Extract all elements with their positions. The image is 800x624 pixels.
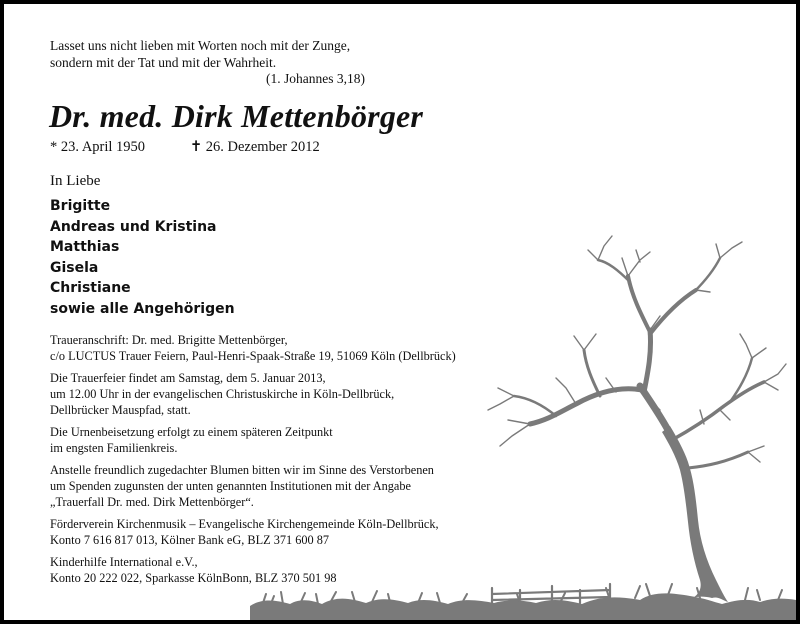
- donation-line-1: Anstelle freundlich zugedachter Blumen bitten wir im Sinne des Verstorbenen: [50, 463, 434, 477]
- tree-silhouette-icon: [4, 4, 796, 620]
- mourner-name: sowie alle Angehörigen: [50, 301, 235, 317]
- mourner-name: Andreas und Kristina: [50, 219, 217, 235]
- address-line-1: Traueranschrift: Dr. med. Brigitte Mettenbörger,: [50, 333, 288, 347]
- mourners-intro: In Liebe: [50, 173, 101, 189]
- bible-verse-line-1: Lasset uns nicht lieben mit Worten noch mit der Zunge,: [50, 38, 351, 53]
- donation-line-2: um Spenden zugunsten der unten genannten Institutionen mit der Angabe: [50, 479, 411, 493]
- death-date: ✝ 26. Dezember 2012: [190, 139, 320, 155]
- mourner-name: Gisela: [50, 260, 99, 276]
- bank-account-2-line-1: Kinderhilfe International e.V.,: [50, 555, 198, 569]
- mourner-name: Brigitte: [50, 198, 111, 214]
- donation-line-3: „Trauerfall Dr. med. Dirk Mettenbörger“.: [50, 495, 254, 509]
- ceremony-line-1: Die Trauerfeier findet am Samstag, dem 5. Januar 2013,: [50, 371, 326, 385]
- mourner-name: Christiane: [50, 280, 131, 296]
- ceremony-line-3: Dellbrücker Mauspfad, statt.: [50, 403, 191, 417]
- burial-line-2: im engsten Familienkreis.: [50, 441, 178, 455]
- ceremony-line-2: um 12.00 Uhr in der evangelischen Christuskirche in Köln-Dellbrück,: [50, 387, 395, 401]
- bank-account-2-line-2: Konto 20 222 022, Sparkasse KölnBonn, BLZ 370 501 98: [50, 571, 337, 585]
- bank-account-1-line-2: Konto 7 616 817 013, Kölner Bank eG, BLZ 371 600 87: [50, 533, 330, 547]
- address-line-2: c/o LUCTUS Trauer Feiern, Paul-Henri-Spaak-Straße 19, 51069 Köln (Dellbrück): [50, 349, 456, 363]
- bible-verse-reference: (1. Johannes 3,18): [266, 71, 365, 86]
- mourner-name: Matthias: [50, 239, 120, 255]
- deceased-name: Dr. med. Dirk Mettenbörger: [49, 98, 424, 134]
- bank-account-1-line-1: Förderverein Kirchenmusik – Evangelische Kirchengemeinde Köln-Dellbrück,: [50, 517, 439, 531]
- birth-date: * 23. April 1950: [50, 139, 146, 155]
- burial-line-1: Die Urnenbeisetzung erfolgt zu einem späteren Zeitpunkt: [50, 425, 333, 439]
- bible-verse-line-2: sondern mit der Tat und mit der Wahrheit.: [50, 55, 277, 70]
